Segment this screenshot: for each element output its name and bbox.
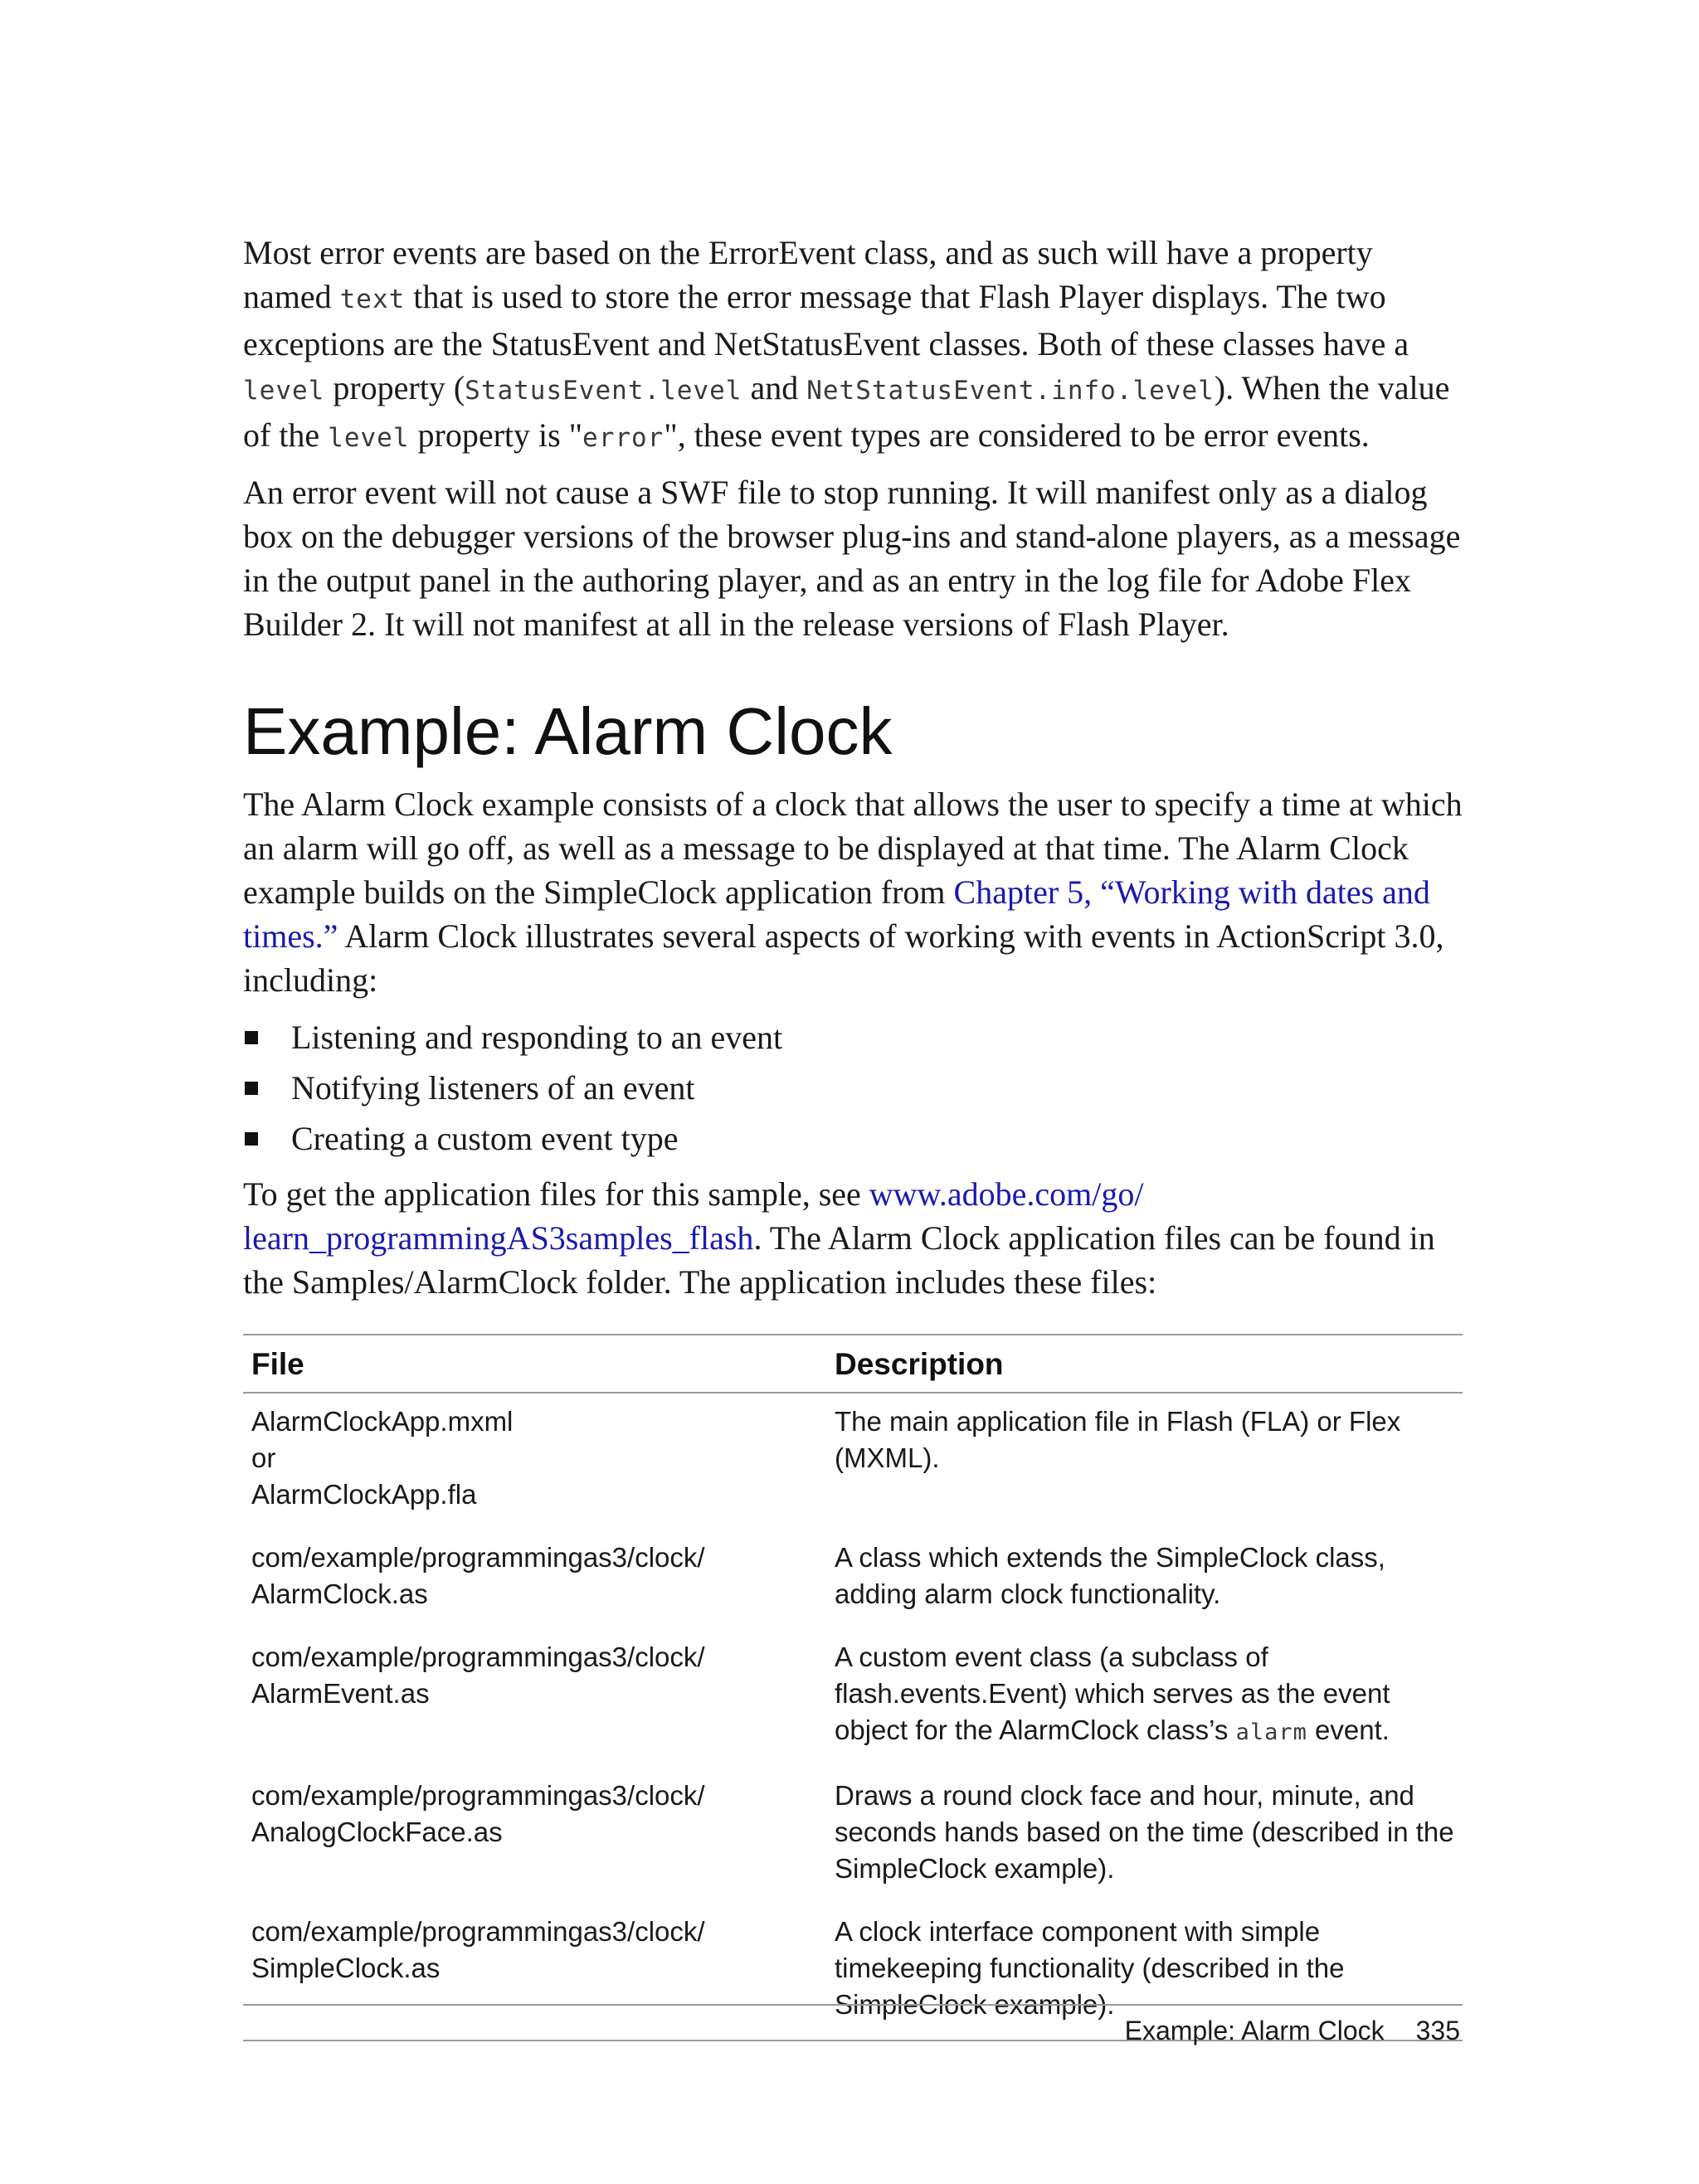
description-cell: A class which extends the SimpleClock class, adding alarm clock functionality. [835,1542,1385,1609]
footer-section-name: Example: Alarm Clock [1124,2016,1385,2045]
footer-divider [243,2004,1463,2006]
table-row [243,1768,1463,1904]
intro-paragraph-2: An error event will not cause a SWF file to stop running. It will manifest only as a dialog box on the debugger versions of the browser plug-ins and stand-alone players, as a message in the output panel in the authoring player, and as an entry in the log file for Adobe Flex Builder 2. It will not manifest at all in the release versions of Flash Player. [243,474,1461,643]
square-bullet-icon [245,1082,258,1095]
code-level: level [243,376,325,406]
file-cell: com/example/programmingas3/clock/ SimpleClock.as [251,1916,705,1983]
description-cell: A clock interface component with simple timekeeping functionality (described in the SimpleClock example). [835,1916,1345,2020]
section-title: Example: Alarm Clock [243,694,893,768]
intro-paragraph-1: Most error events are based on the ErrorEvent class, and as such will have a property named text that is used to store the error message that Flash Player displays. The two exceptions are the StatusEvent and NetStatusEvent classes. Both of these classes have a level property (StatusEvent.level and NetStatusEvent.info.level). When the value of the level property is "error", these event types are considered to be error events. [243,234,1450,454]
code-netstatusevent-info-level: NetStatusEvent.info.level [806,376,1215,406]
code-alarm: alarm [1235,1719,1307,1745]
page-content [243,231,1463,2041]
square-bullet-icon [245,1132,258,1146]
file-cell: com/example/programmingas3/clock/ AlarmEvent.as [251,1642,705,1709]
header-description: Description [826,1335,1463,1393]
code-statusevent-level: StatusEvent.level [465,376,742,406]
section-paragraph-1: The Alarm Clock example consists of a clock that allows the user to specify a time at which an alarm will go off, as well as a message to be displayed at that time. The Alarm Clock example builds on the SimpleClock application from Chapter 5, “Working with dates and times.” Alarm Clock illustrates several aspects of working with events in ActionScript 3.0, including: [243,786,1463,999]
list-item: Notifying listeners of an event [243,1063,1463,1113]
table-header-row [243,1335,1463,1393]
chapter-5-link[interactable]: Chapter 5, “Working with dates and times.” [243,873,1430,955]
file-cell: AlarmClockApp.mxml or AlarmClockApp.fla [251,1406,514,1510]
table-row [243,1629,1463,1768]
code-error: error [582,423,665,453]
file-cell: com/example/programmingas3/clock/ AlarmClock.as [251,1542,705,1609]
code-text: text [339,285,406,314]
table-row [243,1530,1463,1629]
file-cell: com/example/programmingas3/clock/ AnalogClockFace.as [251,1780,705,1847]
page-footer [243,2016,1460,2046]
files-table [243,1334,1463,2041]
samples-link[interactable]: www.adobe.com/go/ learn_programmingAS3samples_flash [243,1175,1144,1257]
square-bullet-icon [245,1031,258,1044]
code-level-2: level [328,423,410,453]
page-number: 335 [1415,2016,1460,2045]
list-item: Listening and responding to an event [243,1012,1463,1063]
description-cell: The main application file in Flash (FLA) or Flex (MXML). [835,1406,1401,1473]
header-file: File [243,1335,826,1393]
description-cell: Draws a round clock face and hour, minute, and seconds hands based on the time (described in the SimpleClock example). [835,1780,1454,1884]
table-row [243,1393,1463,1530]
list-item: Creating a custom event type [243,1113,1463,1164]
feature-list [243,1012,1463,1164]
description-cell: A custom event class (a subclass of flash.events.Event) which serves as the event object for the AlarmClock class’s alarm event. [835,1642,1390,1745]
section-paragraph-2: To get the application files for this sample, see www.adobe.com/go/ learn_programmingAS3samples_flash. The Alarm Clock application files can be found in the Samples/AlarmClock folder. The application includes these files: [243,1175,1435,1301]
